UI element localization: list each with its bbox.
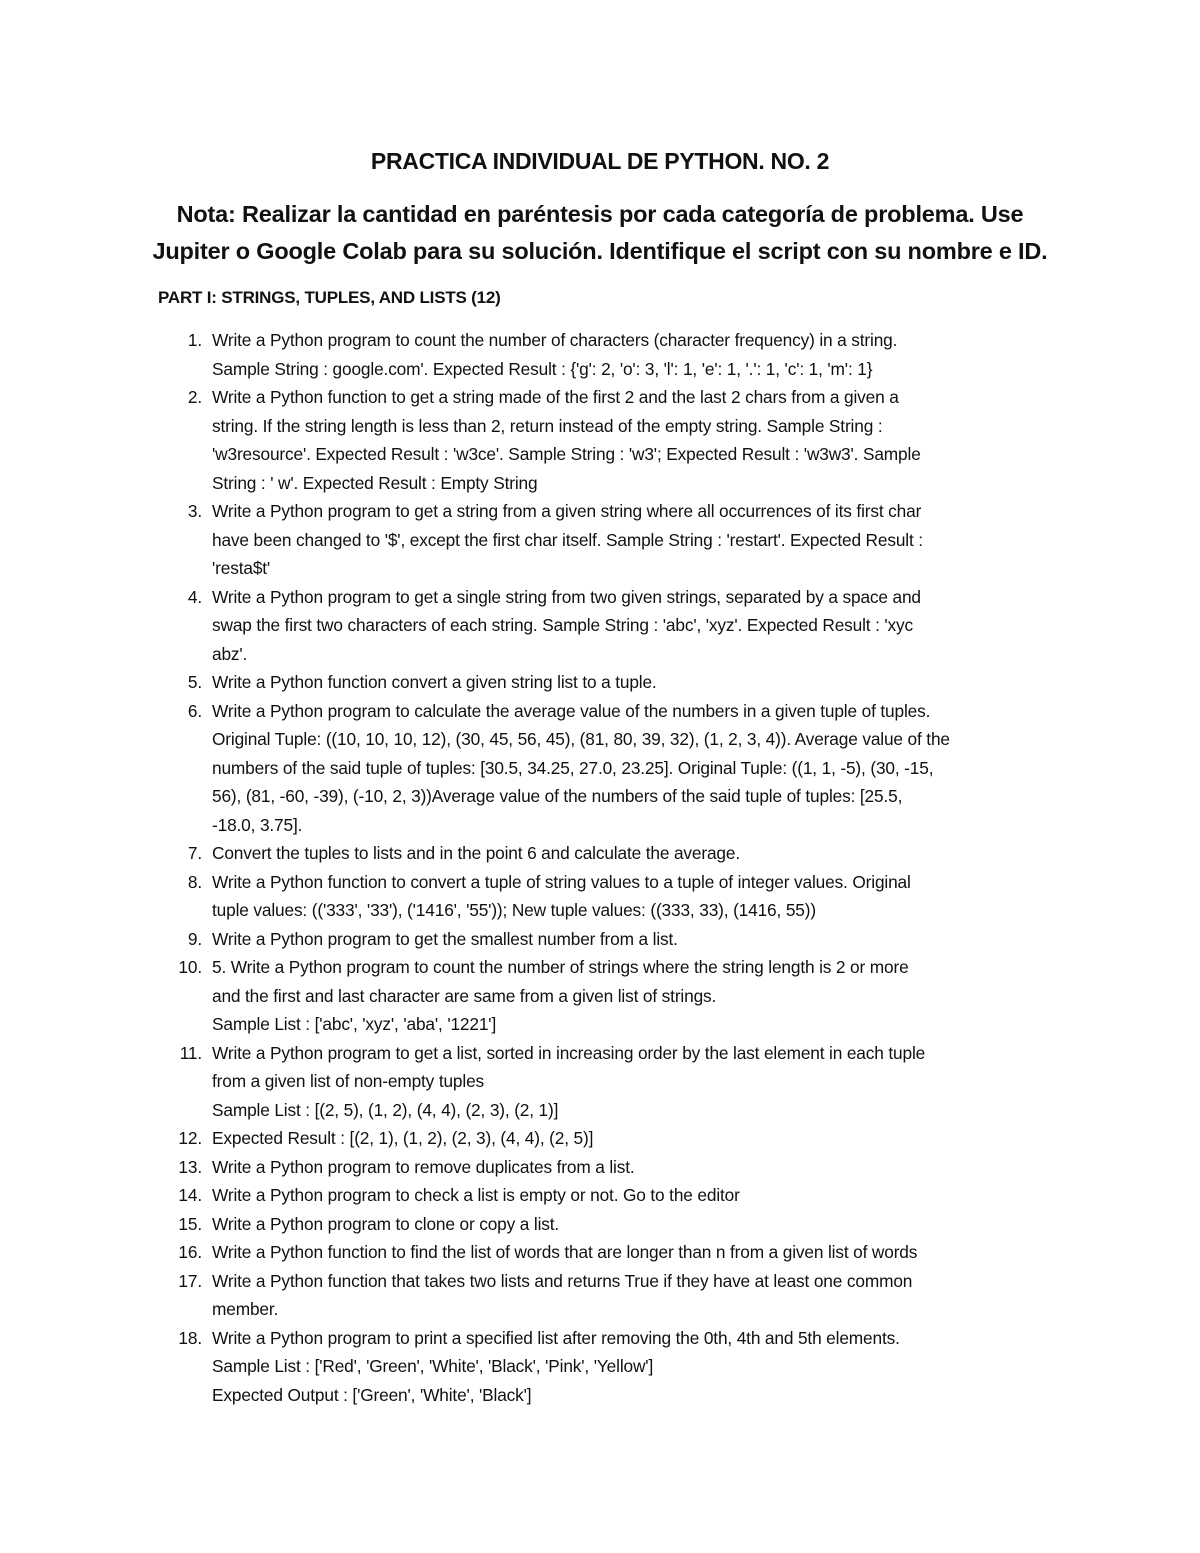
problem-text-line: from a given list of non-empty tuples	[212, 1071, 485, 1091]
problem-text-line: Write a Python program to get the smallest number from a list.	[212, 928, 678, 949]
problem-number: 3.	[187, 501, 202, 521]
problem-text-line: String : ' w'. Expected Result : Empty String	[212, 472, 538, 493]
problem-text-line: member.	[212, 1299, 279, 1319]
problem-text-line: Write a Python program to calculate the average value of the numbers in a given tuple of tuples.	[212, 700, 931, 721]
problem-item	[158, 1238, 1068, 1267]
problem-item	[158, 1124, 1068, 1153]
problem-text-line: Write a Python function to get a string made of the first 2 and the last 2 chars from a given a	[212, 387, 899, 407]
problem-text-line: tuple values: (('333', '33'), ('1416', '55')); New tuple values: ((333, 33), (1416, 55))	[212, 900, 816, 920]
problem-text-line: Original Tuple: ((10, 10, 10, 12), (30, 45, 56, 45), (81, 80, 39, 32), (1, 2, 3, 4)). Average value of the	[212, 729, 950, 749]
problem-number: 6.	[187, 700, 202, 721]
problem-number: 8.	[187, 871, 202, 892]
problem-number: 2.	[187, 387, 202, 407]
note-line: Jupiter o Google Colab para su solución. Identifique el script con su nombre e ID.	[152, 238, 1048, 264]
problem-number: 15.	[178, 1213, 202, 1234]
problem-text-line: abz'.	[212, 643, 248, 664]
problem-text-line: Write a Python program to get a list, sorted in increasing order by the last element in each tuple	[212, 1042, 926, 1063]
problem-text-line: swap the first two characters of each string. Sample String : 'abc', 'xyz'. Expected Result : 'xyc	[212, 615, 914, 635]
problem-text-line: numbers of the said tuple of tuples: [30.5, 34.25, 27.0, 23.25]. Original Tuple: ((1, 1, -5), (30, -15,	[212, 757, 934, 778]
problem-text-line: Write a Python function to convert a tuple of string values to a tuple of integer values. Original	[212, 871, 911, 892]
problem-number: 4.	[187, 586, 202, 607]
problem-item	[158, 1181, 1068, 1210]
problem-item	[158, 839, 1068, 868]
problem-text-line: -18.0, 3.75].	[212, 814, 303, 835]
problem-text-line: 56), (81, -60, -39), (-10, 2, 3))Average value of the numbers of the said tuple of tuples: [25.5,	[212, 786, 903, 806]
problem-item	[158, 697, 1068, 840]
problem-text-line: Expected Output : ['Green', 'White', 'Black']	[212, 1384, 532, 1405]
problem-item	[158, 668, 1068, 697]
problem-item	[158, 1324, 1068, 1410]
part-heading: PART I: STRINGS, TUPLES, AND LISTS (12)	[158, 288, 501, 307]
problem-number: 11.	[179, 1042, 202, 1063]
problem-text-line: Write a Python program to print a specified list after removing the 0th, 4th and 5th elements.	[212, 1327, 900, 1348]
problem-text-line: Write a Python program to count the number of characters (character frequency) in a string.	[212, 330, 898, 350]
note-line: Nota: Realizar la cantidad en paréntesis por cada categoría de problema. Use	[176, 201, 1024, 227]
problem-item	[158, 953, 1068, 1039]
problem-text-line: Write a Python function that takes two lists and returns True if they have at least one common	[212, 1270, 913, 1291]
problem-text-line: Write a Python program to get a string from a given string where all occurrences of its first char	[212, 501, 922, 521]
problem-item	[158, 1267, 1068, 1324]
problem-text-line: Expected Result : [(2, 1), (1, 2), (2, 3), (4, 4), (2, 5)]	[212, 1128, 594, 1148]
problem-text-line: have been changed to '$', except the first char itself. Sample String : 'restart'. Expected Result :	[212, 529, 923, 550]
problem-item	[158, 925, 1068, 954]
problem-number: 18.	[178, 1327, 202, 1348]
problem-text-line: and the first and last character are same from a given list of strings.	[212, 985, 717, 1006]
assignment-note	[130, 196, 1070, 270]
problem-text-line: Write a Python function convert a given string list to a tuple.	[212, 672, 657, 692]
problem-item	[158, 1210, 1068, 1239]
problem-list	[158, 326, 1068, 1409]
problem-number: 5.	[187, 672, 202, 692]
problem-number: 16.	[178, 1242, 202, 1262]
problem-text-line: Write a Python program to remove duplicates from a list.	[212, 1156, 635, 1177]
problem-number: 17.	[178, 1270, 202, 1291]
problem-item	[158, 497, 1068, 583]
problem-item	[158, 1039, 1068, 1125]
problem-text-line: Write a Python program to get a single string from two given strings, separated by a space and	[212, 586, 921, 607]
problem-text-line: 'resta$t'	[212, 558, 271, 578]
problem-number: 10.	[178, 957, 202, 977]
problem-text-line: Convert the tuples to lists and in the point 6 and calculate the average.	[212, 843, 740, 863]
problem-text-line: Write a Python program to check a list is empty or not. Go to the editor	[212, 1185, 740, 1205]
problem-number: 1.	[187, 330, 202, 350]
problem-text-line: 5. Write a Python program to count the number of strings where the string length is 2 or more	[212, 957, 909, 977]
problem-text-line: Write a Python function to find the list of words that are longer than n from a given list of words	[212, 1242, 918, 1262]
problem-text-line: Sample List : [(2, 5), (1, 2), (4, 4), (2, 3), (2, 1)]	[212, 1099, 559, 1120]
problem-text-line: string. If the string length is less than 2, return instead of the empty string. Sample String :	[212, 415, 883, 436]
problem-item	[158, 583, 1068, 669]
problem-text-line: Write a Python program to clone or copy a list.	[212, 1213, 560, 1234]
page-title: PRACTICA INDIVIDUAL DE PYTHON. NO. 2	[370, 148, 830, 174]
problem-text-line: Sample List : ['Red', 'Green', 'White', 'Black', 'Pink', 'Yellow']	[212, 1356, 654, 1376]
problem-number: 7.	[187, 843, 202, 863]
problem-item	[158, 383, 1068, 497]
problem-number: 9.	[187, 928, 202, 949]
problem-text-line: Sample String : google.com'. Expected Result : {'g': 2, 'o': 3, 'l': 1, 'e': 1, '.': 1, 'c': 1, 'm': 1}	[212, 358, 873, 379]
problem-number: 13.	[178, 1156, 202, 1177]
problem-item	[158, 326, 1068, 383]
problem-text-line: Sample List : ['abc', 'xyz', 'aba', '1221']	[212, 1014, 497, 1034]
problem-item	[158, 868, 1068, 925]
problem-item	[158, 1153, 1068, 1182]
problem-number: 12.	[178, 1128, 202, 1148]
problem-number: 14.	[178, 1185, 202, 1205]
problem-text-line: 'w3resource'. Expected Result : 'w3ce'. Sample String : 'w3'; Expected Result : 'w3w3'. Sample	[212, 444, 921, 464]
